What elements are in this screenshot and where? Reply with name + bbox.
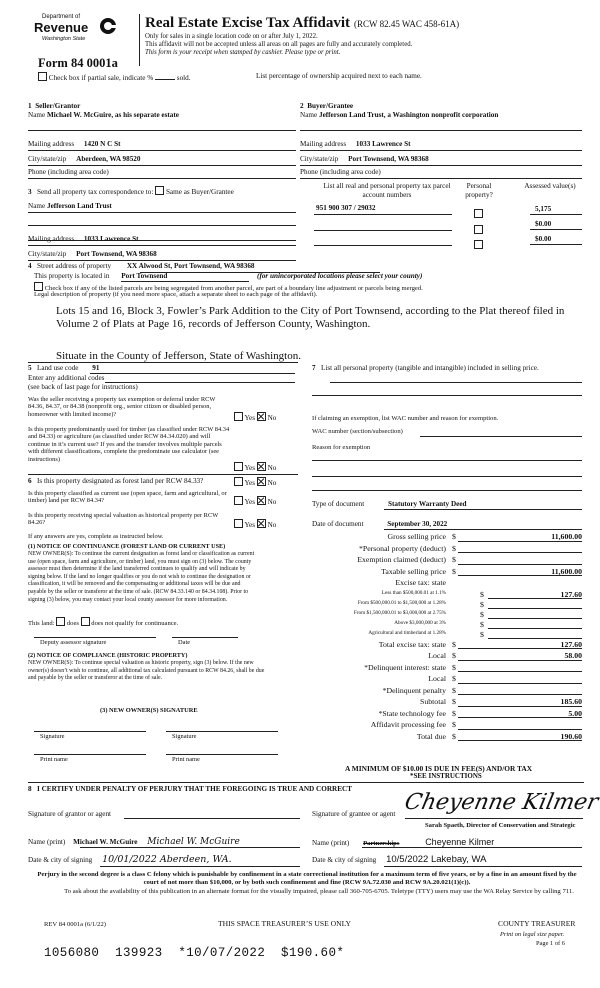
seller-mailing[interactable]: 1420 N C St (83, 140, 121, 148)
county-statement[interactable]: Situate in the County of Jefferson, State of Washington. (56, 350, 301, 362)
q5-yes-no: Yes No (234, 519, 276, 530)
if-yes-note: If any answers are yes, complete as instructed below. (28, 533, 164, 540)
correspondence-city[interactable]: Port Townsend, WA 98368 (76, 250, 157, 258)
assessed-value[interactable]: $0.00 (535, 235, 552, 243)
personal-property-row: 7 List all personal property (tangible and intangible) included in selling price. (312, 364, 539, 372)
q1-no-checkbox[interactable] (257, 412, 266, 421)
calc-row-value[interactable]: 11,600.00 (551, 532, 582, 541)
q1-yes-checkbox[interactable] (234, 412, 243, 421)
located-in-row: This property is located in Port Townsend (for unincorporated locations please select your county) (34, 272, 423, 280)
percentage-note: List percentage of ownership acquired next to each name. (256, 72, 422, 80)
seller-city[interactable]: Aberdeen, WA 98520 (76, 155, 141, 163)
dollar-sign: $ (452, 639, 456, 649)
notice2-title: (2) NOTICE OF COMPLIANCE (HISTORIC PROPERTY) (28, 652, 188, 659)
grantee-date-row: Date & city of signing 10/5/2022 Lakebay, WA (312, 854, 487, 865)
grantor-handwritten-name[interactable]: Michael W. McGuire (147, 837, 240, 847)
legal-paper-note: Print on legal size paper. (500, 931, 565, 938)
county-treasurer: COUNTY TREASURER (498, 919, 576, 928)
grantor-date-row: Date & city of signing 10/01/2022 Aberdeen, WA. (28, 854, 232, 865)
partial-sale-checkbox[interactable] (38, 72, 47, 81)
does-checkbox[interactable] (56, 617, 65, 626)
q2-no-checkbox[interactable] (257, 462, 266, 471)
title-text: Real Estate Excise Tax Affidavit (145, 15, 350, 31)
q4-yes-no: Yes No (234, 496, 276, 507)
perjury-statement: Perjury in the second degree is a class C felony which is punishable by confinement in a state correctional institution for a maximum term of five years, or by a fine in an amount fixed by the court of not more than $10,000, or by both such confinement and fine (RCW 9A.72.030 and RCW 9A.20.021(1)(c)). (37, 871, 577, 886)
notice1-text: NEW OWNER(S): To continue the current designation as forest land or classification as current use (open space, farm and agriculture, or timber) land, you must sign on (3) below. The county assessor must then determine if the land transferred continues to qualify and will indicate by signing below. If the land no longer qualifies or you do not wish to continue the designation or classification, it will be removed and the compensating or additional taxes will be due and payable by the seller or transferor at the time of sale. (RCW 84.33.140 or 84.34.108). Prior to signing (3) below, you may contact your local county assessor for more information. (28, 551, 255, 603)
q3-no-checkbox[interactable] (257, 477, 266, 486)
calc-row-label: *State technology fee (378, 708, 446, 718)
q4-no-checkbox[interactable] (257, 496, 266, 505)
calc-row-label: Local (428, 651, 446, 660)
grantee-name-note: Sarah Spaeth, Director of Conservation and Strategic (425, 822, 576, 829)
reason-label: Reason for exemption (312, 444, 371, 451)
correspondence-name[interactable]: Jefferson Land Trust (46, 202, 112, 210)
grantee-date-city[interactable]: 10/5/2022 Lakebay, WA (386, 854, 487, 865)
calc-row-label: *Delinquent interest: state (364, 662, 446, 672)
grantor-signature-label: Signature of grantor or agent (28, 810, 112, 818)
deputy-signature-label: Deputy assessor signature (40, 639, 107, 646)
page-title (145, 14, 459, 32)
current-use-question: Is this property classified as current use (open space, farm and agricultural, or timber) land per RCW 84.34? (28, 490, 227, 505)
dollar-sign: $ (452, 662, 456, 672)
calc-row-value[interactable]: 190.60 (560, 731, 582, 741)
wac-label: WAC number (section/subsection) (312, 428, 403, 435)
calc-row-value[interactable]: 127.60 (560, 589, 582, 599)
seller-phone-label: Phone (including area code) (28, 168, 109, 176)
calc-row-label: From $1,500,000.01 to $3,000,000 at 2.75% (353, 609, 446, 616)
personal-col-header: Personal property? (465, 182, 493, 199)
dollar-sign: $ (452, 697, 456, 706)
calc-row-value[interactable]: 5.00 (568, 708, 582, 718)
calc-row-label: *Personal property (deduct) (358, 543, 446, 553)
street-address-row: 4 Street address of property XX Alwood St, Port Townsend, WA 98368 (28, 262, 255, 270)
additional-codes-label: Enter any additional codes (28, 374, 105, 382)
doc-date-row: Date of document September 30, 2022 (312, 520, 448, 528)
calc-row-value[interactable]: 127.60 (560, 639, 582, 649)
calc-row-label: Taxable selling price (381, 566, 446, 576)
doc-date[interactable]: September 30, 2022 (387, 520, 448, 528)
calc-row-label: Affidavit processing fee (370, 720, 446, 729)
calc-row-label: *Delinquent penalty (382, 685, 446, 695)
deputy-date-label: Date (178, 639, 191, 646)
q3-yes-checkbox[interactable] (234, 477, 243, 486)
notice2-text: NEW OWNER(S): To continue special valuation as historic property, sign (3) below. If the new owner(s) doesn’t wish to continue, all additional tax calculated pursuant to RCW 84.26, shall be due and payable by the seller or transferor at the time of sale. (28, 660, 265, 682)
grantee-name-row: Name (print) Partnerships Cheyenne Kilmer (312, 837, 495, 847)
this-land-row: This land: does does not qualify for continuance. (28, 617, 178, 629)
calc-row-label: Gross selling price (387, 532, 446, 541)
historic-question: Is this property receiving special valuation as historical property per RCW 84.26? (28, 512, 219, 527)
calc-row-label: Local (428, 674, 446, 683)
calc-row-label: Total excise tax: state (378, 639, 446, 649)
owner-signature-label: Signature (40, 733, 65, 740)
dollar-sign: $ (480, 599, 484, 609)
dollar-sign: $ (480, 609, 484, 619)
dollar-sign: $ (480, 619, 484, 629)
calc-row-value[interactable]: 185.60 (560, 697, 582, 706)
forest-land-row: 6 Is this property designated as forest land per RCW 84.33? (28, 477, 204, 485)
assessed-col-header: Assessed value(s) (524, 182, 576, 190)
doc-type-row: Type of document Statutory Warranty Deed (312, 500, 467, 508)
grantee-print-name[interactable]: Cheyenne Kilmer (425, 837, 495, 847)
calc-row-label: Exemption claimed (deduct) (357, 555, 446, 564)
parcel-number[interactable]: 951 900 307 / 29032 (316, 204, 376, 212)
grantor-date-city[interactable]: 10/01/2022 Aberdeen, WA. (102, 854, 232, 865)
exemption-question: Was the seller receiving a property tax exemption or deferral under RCW 84.36, 84.37, or 84.38 (nonprofit org., senior citizen or disabled person, homeowner with limited income)? (28, 396, 216, 418)
dollar-sign: $ (452, 651, 456, 660)
buyer-city[interactable]: Port Townsend, WA 98368 (348, 155, 429, 163)
calc-row-label: Agricultural and timberland at 1.28% (368, 629, 446, 636)
calc-row-label: Less than $500,000.01 at 1.1% (381, 589, 446, 596)
buyer-name[interactable]: Jefferson Land Trust, a Washington nonprofit corporation (318, 110, 499, 119)
grantor-print-name[interactable]: Michael W. McGuire (73, 838, 138, 846)
dollar-sign: $ (452, 543, 456, 553)
q1-yes-no: Yes No (234, 412, 276, 423)
correspondence-mailing[interactable]: 1033 Lawrence St (83, 235, 139, 243)
dollar-sign: $ (480, 629, 484, 639)
timber-question: Is this property predominantly used for timber (as classified under RCW 84.34 and 84.33) or agriculture (as classified under RCW 84.34.020) and will continue in it’s current use? If yes and the transfer involves multiple parcels with different classifications, complete the predominate use calculator (see instructions) (28, 426, 230, 463)
title-ref: (RCW 82.45 WAC 458-61A) (354, 19, 460, 29)
dollar-sign: $ (452, 708, 456, 718)
correspondence-row: 3 Send all property tax correspondence to: Same as Buyer/Grantee (28, 188, 234, 196)
grantee-signature-label: Signature of grantee or agent (312, 810, 396, 818)
dollar-sign: $ (452, 731, 456, 741)
dollar-sign: $ (452, 720, 456, 729)
calc-row-label: Subtotal (420, 697, 446, 706)
see-back-note: (see back of last page for instructions) (28, 383, 138, 391)
owner-print-name-label: Print name (40, 756, 68, 763)
recording-stamp: 1056080 139923 *10/07/2022 $190.60* (44, 946, 345, 960)
same-as-buyer-checkbox[interactable] (155, 186, 164, 195)
revision: REV 84 0001a (6/1/22) (44, 921, 106, 928)
dollar-sign: $ (452, 566, 456, 576)
washington-emblem-icon (100, 18, 116, 34)
treasurer-use-only: THIS SPACE TREASURER’S USE ONLY (218, 919, 351, 928)
logo-line3: Washington State (42, 36, 86, 42)
new-owner-signature-title: (3) NEW OWNER(S) SIGNATURE (100, 707, 198, 714)
header-notes: Only for sales in a single location code on or after July 1, 2022. This affidavit will not be accepted unless all areas on all pages are fully and accurately completed. This form is your receipt when stamped by cashier. Please type or print. (145, 33, 413, 57)
legal-description-label: Legal description of property (if you need more space, attach a separate sheet to each page of the affidavit). (34, 291, 318, 298)
buyer-block: 2 Buyer/Grantee Name Jefferson Land Trust, a Washington nonprofit corporation (300, 102, 499, 119)
segregated-row: Check box if any of the listed parcels are being segregated from another parcel, are part of a boundary line adjustment or parcels being merged. (34, 282, 423, 292)
property-street[interactable]: XX Alwood St, Port Townsend, WA 98368 (126, 262, 255, 270)
dor-logo (34, 14, 124, 52)
assessed-value[interactable]: 5,175 (535, 205, 552, 213)
exemption-label: If claiming an exemption, list WAC number and reason for exemption. (312, 415, 499, 422)
dollar-sign: $ (452, 685, 456, 695)
certify-row: 8 I CERTIFY UNDER PENALTY OF PERJURY THAT THE FOREGOING IS TRUE AND CORRECT (28, 785, 352, 793)
q4-yes-checkbox[interactable] (234, 496, 243, 505)
calc-row-label: Total due (416, 731, 446, 741)
dollar-sign: $ (452, 555, 456, 564)
q2-yes-no: Yes No (234, 462, 276, 473)
page-number: Page 1 of 6 (536, 940, 565, 947)
minimum-due-note: A MINIMUM OF $10.00 IS DUE IN FEE(S) AND/OR TAX (345, 764, 533, 773)
legal-description[interactable]: Lots 15 and 16, Block 3, Fowler’s Park Addition to the City of Port Townsend, according to the Plat thereof filed in Volume 2 of Plats at Page 16, records of Jefferson County, Washington. (56, 305, 565, 330)
q3-yes-no: Yes No (234, 477, 276, 488)
calc-row-label: From $500,000.01 to $1,500,000 at 1.28% (357, 599, 446, 606)
seller-block: 1 Seller/Grantor Name Michael W. McGuire, as his separate estate (28, 102, 179, 119)
see-instructions-note: *SEE INSTRUCTIONS (410, 772, 482, 780)
land-use-code[interactable]: 91 (92, 364, 100, 372)
does-not-checkbox[interactable] (81, 617, 90, 626)
segregated-checkbox[interactable] (34, 282, 43, 291)
partial-sale-row: Check box if partial sale, indicate % sold. (38, 72, 191, 83)
logo-line2: Revenue (34, 20, 89, 35)
owner-print-name-label: Print name (172, 756, 200, 763)
accessibility-note: To ask about the availability of this publication in an alternate format for the visually impaired, please call 360-705-6705. Teletype (TTY) users may use the WA Relay Service by calling 711. (64, 888, 574, 895)
dollar-sign: $ (452, 674, 456, 683)
q5-yes-checkbox[interactable] (234, 519, 243, 528)
personal-property-checkbox[interactable] (474, 235, 483, 253)
dollar-sign: $ (452, 532, 456, 541)
dollar-sign: $ (480, 589, 484, 599)
doc-type[interactable]: Statutory Warranty Deed (388, 500, 467, 508)
calc-row-value[interactable]: 58.00 (564, 651, 582, 660)
land-use-row: 5 Land use code 91 (28, 364, 100, 372)
calc-row-label: Excise tax: state (395, 578, 446, 587)
buyer-mailing[interactable]: 1033 Lawrence St (355, 140, 411, 148)
assessed-value[interactable]: $0.00 (535, 220, 552, 228)
q2-yes-checkbox[interactable] (234, 462, 243, 471)
form-number: Form 84 0001a (38, 56, 118, 70)
grantor-name-row: Name (print) Michael W. McGuire Michael W. McGuire (28, 837, 240, 847)
logo-line1: Department of (42, 14, 81, 20)
seller-name[interactable]: Michael W. McGuire, as his separate estate (46, 110, 179, 119)
q5-no-checkbox[interactable] (257, 519, 266, 528)
buyer-phone-label: Phone (including area code) (300, 168, 381, 176)
grantee-signature[interactable]: Cheyenne Kilmer (402, 790, 600, 815)
calc-row-value[interactable]: 11,600.00 (551, 566, 582, 576)
calc-row-label: Above $3,000,000 at 3% (394, 619, 446, 626)
parcel-col-header: List all real and personal property tax parcel account numbers (323, 182, 451, 199)
notice1-title: (1) NOTICE OF CONTINUANCE (FOREST LAND OR CURRENT USE) (28, 543, 226, 550)
owner-signature-label: Signature (172, 733, 197, 740)
property-location[interactable]: Port Townsend (121, 272, 249, 282)
